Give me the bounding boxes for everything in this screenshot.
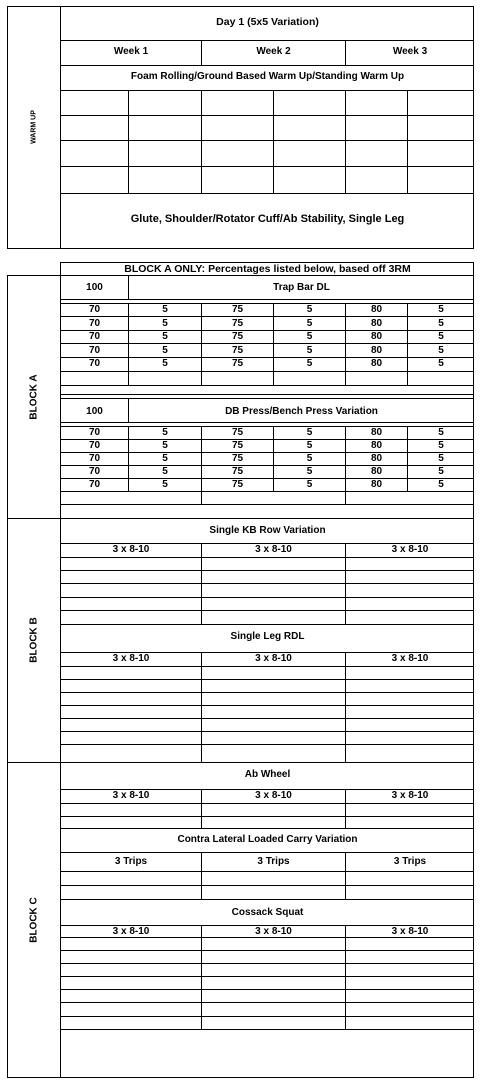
rule xyxy=(60,744,474,745)
rule xyxy=(60,597,474,598)
rule xyxy=(60,115,474,116)
cossack-scheme-3: 3 x 8-10 xyxy=(391,926,429,937)
db-cell: 80 xyxy=(370,453,383,464)
trap-cell: 5 xyxy=(438,318,444,329)
trap-cell: 75 xyxy=(231,358,244,369)
trap-cell: 80 xyxy=(370,358,383,369)
cossack-name: Cossack Squat xyxy=(231,907,304,918)
block-b-side-label: BLOCK B xyxy=(28,617,40,663)
ab-wheel-scheme-3: 3 x 8-10 xyxy=(391,790,429,801)
trap-cell: 5 xyxy=(162,345,168,356)
trap-cell: 5 xyxy=(162,331,168,342)
trap-cell: 5 xyxy=(162,304,168,315)
week-1-label: Week 1 xyxy=(113,46,149,57)
trap-cell: 5 xyxy=(162,358,168,369)
db-cell: 70 xyxy=(88,427,101,438)
week-2-label: Week 2 xyxy=(256,46,291,57)
trap-cell: 70 xyxy=(88,331,101,342)
warmup-side-label: WARM UP xyxy=(30,110,38,144)
day-title: Day 1 (5x5 Variation) xyxy=(216,16,319,28)
block-c-side-label: BLOCK C xyxy=(28,897,40,943)
rule xyxy=(60,1002,474,1003)
trap-cell: 75 xyxy=(231,345,244,356)
block-b-c-divider xyxy=(7,762,474,763)
db-cell: 75 xyxy=(231,466,244,477)
db-cell: 75 xyxy=(231,440,244,451)
rule xyxy=(201,852,202,899)
rule xyxy=(201,652,202,762)
db-cell: 5 xyxy=(162,479,168,490)
trap-bar-max-pct: 100 xyxy=(86,282,103,293)
rule xyxy=(273,90,274,193)
rule xyxy=(60,140,474,141)
rule xyxy=(201,90,202,193)
db-cell: 5 xyxy=(306,427,313,438)
rule xyxy=(60,610,474,611)
db-cell: 70 xyxy=(88,479,101,490)
rule xyxy=(128,90,129,193)
trap-cell: 5 xyxy=(306,358,313,369)
ab-wheel-name: Ab Wheel xyxy=(244,769,291,780)
rule xyxy=(60,963,474,964)
stability-text: Glute, Shoulder/Rotator Cuff/Ab Stability, Single Leg xyxy=(130,213,405,225)
trap-cell: 5 xyxy=(306,331,313,342)
cossack-scheme-1: 3 x 8-10 xyxy=(112,926,150,937)
block-a-side-label: BLOCK A xyxy=(28,374,40,420)
db-cell: 5 xyxy=(438,479,444,490)
rule xyxy=(60,803,474,804)
trap-cell: 5 xyxy=(162,318,168,329)
trap-cell: 5 xyxy=(438,345,444,356)
db-press-name: DB Press/Bench Press Variation xyxy=(225,406,378,417)
db-cell: 5 xyxy=(306,466,313,477)
db-cell: 70 xyxy=(88,440,101,451)
db-cell: 5 xyxy=(438,440,444,451)
week-3-label: Week 3 xyxy=(392,46,428,57)
db-cell: 75 xyxy=(231,479,244,490)
trap-cell: 75 xyxy=(231,304,244,315)
rule xyxy=(60,343,474,344)
ab-wheel-scheme-1: 3 x 8-10 xyxy=(112,790,150,801)
rule xyxy=(60,705,474,706)
sl-rdl-scheme-1: 3 x 8-10 xyxy=(112,653,150,664)
rule xyxy=(60,385,474,386)
rule xyxy=(60,718,474,719)
db-cell: 80 xyxy=(370,479,383,490)
trap-cell: 70 xyxy=(88,318,101,329)
trap-cell: 75 xyxy=(231,331,244,342)
rule xyxy=(60,624,474,625)
sl-rdl-scheme-3: 3 x 8-10 xyxy=(391,653,429,664)
rule xyxy=(60,40,474,41)
rule xyxy=(345,789,346,828)
rule xyxy=(201,789,202,828)
trap-cell: 80 xyxy=(370,345,383,356)
db-cell: 80 xyxy=(370,466,383,477)
rule xyxy=(345,90,346,193)
db-cell: 5 xyxy=(306,440,313,451)
rule xyxy=(201,40,202,65)
rule xyxy=(60,937,474,938)
rule xyxy=(60,299,474,300)
db-cell: 80 xyxy=(370,440,383,451)
rule xyxy=(60,828,474,829)
trap-cell: 5 xyxy=(306,304,313,315)
rule xyxy=(60,731,474,732)
rule xyxy=(60,899,474,900)
db-press-max-pct: 100 xyxy=(86,406,103,417)
db-cell: 5 xyxy=(306,479,313,490)
db-cell: 70 xyxy=(88,466,101,477)
rule xyxy=(60,570,474,571)
trap-cell: 80 xyxy=(370,318,383,329)
rule xyxy=(60,316,474,317)
ab-wheel-scheme-2: 3 x 8-10 xyxy=(255,790,292,801)
rule xyxy=(60,885,474,886)
db-cell: 5 xyxy=(438,453,444,464)
carry-scheme-2: 3 Trips xyxy=(257,856,290,867)
trap-cell: 70 xyxy=(88,345,101,356)
kb-row-scheme-2: 3 x 8-10 xyxy=(255,544,292,555)
rule xyxy=(60,692,474,693)
db-cell: 5 xyxy=(306,453,313,464)
kb-row-scheme-3: 3 x 8-10 xyxy=(391,544,429,555)
block-a-header: BLOCK A ONLY: Percentages listed below, based off 3RM xyxy=(124,263,411,275)
rule xyxy=(201,543,202,624)
trap-cell: 5 xyxy=(438,331,444,342)
sl-rdl-scheme-2: 3 x 8-10 xyxy=(255,653,292,664)
db-cell: 5 xyxy=(162,427,168,438)
db-cell: 70 xyxy=(88,453,101,464)
rule xyxy=(60,989,474,990)
rule xyxy=(60,1016,474,1017)
carry-scheme-3: 3 Trips xyxy=(393,856,427,867)
trap-cell: 5 xyxy=(438,304,444,315)
block-a-b-divider xyxy=(7,518,474,519)
rule xyxy=(60,90,474,91)
trap-bar-name: Trap Bar DL xyxy=(273,282,330,293)
rule xyxy=(345,543,346,624)
rule xyxy=(60,816,474,817)
kb-row-scheme-1: 3 x 8-10 xyxy=(112,544,150,555)
rule xyxy=(60,166,474,167)
blocks-area xyxy=(7,275,474,1078)
rule xyxy=(60,1029,474,1030)
trap-cell: 75 xyxy=(231,318,244,329)
db-cell: 5 xyxy=(438,466,444,477)
trap-cell: 70 xyxy=(88,304,101,315)
rule xyxy=(60,398,474,399)
cossack-scheme-2: 3 x 8-10 xyxy=(255,926,292,937)
rule xyxy=(60,371,474,372)
rule xyxy=(345,40,346,65)
carry-scheme-1: 3 Trips xyxy=(114,856,148,867)
rule xyxy=(60,491,474,492)
rule xyxy=(60,852,474,853)
rule xyxy=(60,504,474,505)
db-cell: 5 xyxy=(438,427,444,438)
rule xyxy=(60,583,474,584)
trap-cell: 80 xyxy=(370,304,383,315)
db-cell: 5 xyxy=(162,453,168,464)
db-cell: 75 xyxy=(231,453,244,464)
rule xyxy=(60,976,474,977)
rule xyxy=(60,666,474,667)
trap-cell: 5 xyxy=(438,358,444,369)
rule xyxy=(60,65,474,66)
rule xyxy=(201,925,202,1029)
rule xyxy=(345,652,346,762)
kb-row-name: Single KB Row Variation xyxy=(209,525,326,536)
rule xyxy=(60,422,474,423)
trap-cell: 5 xyxy=(306,345,313,356)
rule xyxy=(60,193,474,194)
rule xyxy=(60,950,474,951)
db-cell: 75 xyxy=(231,427,244,438)
rule xyxy=(407,90,408,193)
rule xyxy=(60,557,474,558)
rule xyxy=(60,679,474,680)
carry-name: Contra Lateral Loaded Carry Variation xyxy=(177,834,358,845)
sl-rdl-name: Single Leg RDL xyxy=(230,631,305,642)
foam-rolling-text: Foam Rolling/Ground Based Warm Up/Standing Warm Up xyxy=(130,71,405,82)
db-cell: 5 xyxy=(162,466,168,477)
db-cell: 5 xyxy=(162,440,168,451)
rule xyxy=(128,398,129,422)
db-cell: 80 xyxy=(370,427,383,438)
rule xyxy=(60,394,474,395)
rule xyxy=(345,852,346,899)
rule xyxy=(60,871,474,872)
trap-cell: 80 xyxy=(370,331,383,342)
rule xyxy=(128,275,129,299)
trap-cell: 70 xyxy=(88,358,101,369)
trap-cell: 5 xyxy=(306,318,313,329)
rule xyxy=(345,925,346,1029)
blocks-side-divider xyxy=(60,275,61,1078)
